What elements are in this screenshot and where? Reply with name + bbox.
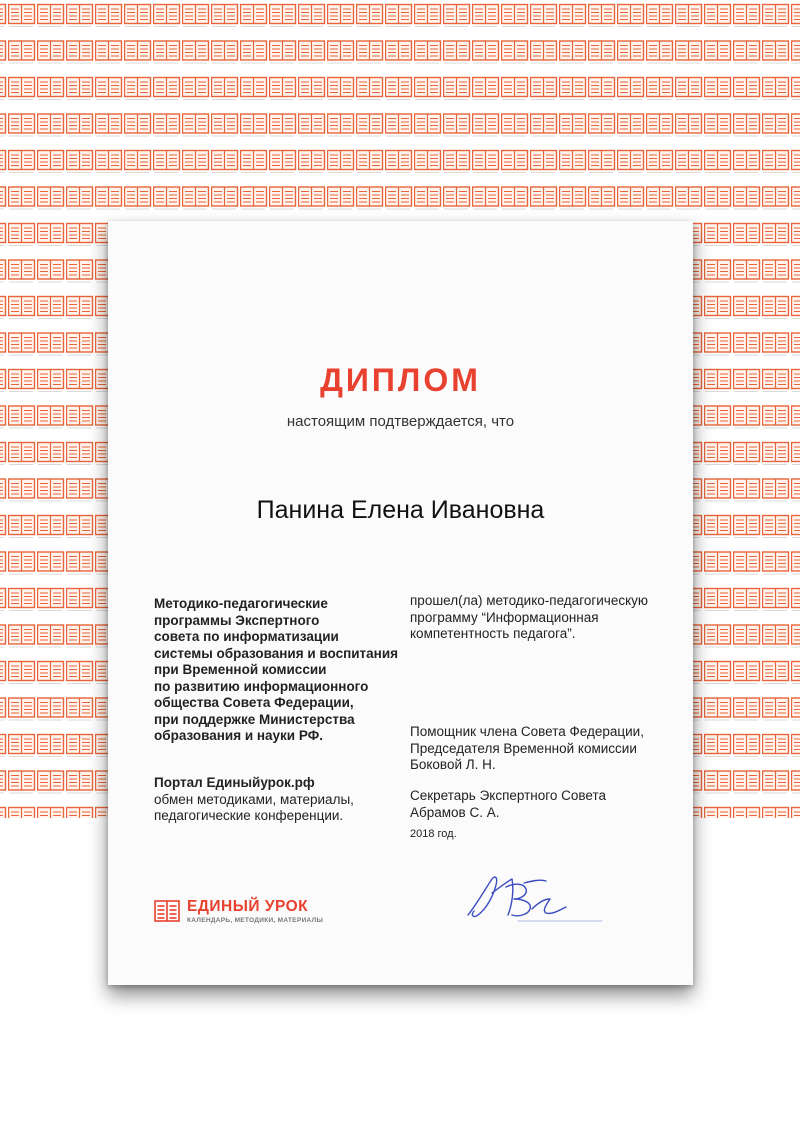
program-line: прошел(ла) методико-педагогическую: [410, 593, 649, 608]
portal-description-line: педагогические конференции.: [154, 808, 344, 823]
diploma-year: 2018 год.: [410, 828, 457, 840]
signatory-secretary: [410, 788, 680, 821]
organization-description: [154, 596, 414, 745]
signatory-line: Председателя Временной комиссии: [410, 740, 637, 756]
portal-description-line: обмен методиками, материалы,: [154, 791, 354, 807]
edinyi-urok-logo: [154, 896, 374, 928]
portal-description: [154, 775, 414, 825]
diploma-subtitle: настоящим подтверждается, что: [286, 413, 515, 430]
organization-line: общества Совета Федерации,: [154, 695, 354, 710]
handwritten-signature: [462, 865, 607, 927]
logo-tagline: КАЛЕНДАРЬ, МЕТОДИКИ, МАТЕРИАЛЫ: [187, 917, 324, 924]
recipient-name: Панина Елена Ивановна: [256, 496, 545, 524]
signatory-line: Секретарь Экспертного Совета: [410, 788, 607, 803]
signatory-line: Боковой Л. Н.: [410, 757, 496, 772]
signatory-line: Абрамов С. А.: [410, 804, 500, 820]
organization-line: при Временной комиссии: [154, 662, 327, 677]
organization-line: при поддержке Министерства: [154, 711, 355, 727]
organization-line: программы Экспертного: [154, 612, 320, 628]
organization-line: по развитию информационного: [154, 678, 369, 694]
diploma-title: ДИПЛОМ: [320, 362, 481, 398]
program-line: программу “Информационная: [410, 609, 599, 625]
diploma-sheet: [108, 221, 693, 985]
organization-line: Методико-педагогические: [154, 596, 328, 611]
organization-line: образования и науки РФ.: [154, 728, 323, 743]
portal-name: Портал Единыйурок.рф: [154, 775, 315, 790]
program-statement: [410, 593, 680, 643]
signatory-line: Помощник члена Совета Федерации,: [410, 724, 644, 739]
signatory-assistant: [410, 724, 680, 774]
program-line: компетентность педагога”.: [410, 626, 576, 641]
logo-name: ЕДИНЫЙ УРОК: [187, 898, 309, 915]
organization-line: совета по информатизации: [154, 629, 339, 644]
open-book-icon: [154, 900, 180, 922]
organization-line: системы образования и воспитания: [154, 645, 399, 661]
